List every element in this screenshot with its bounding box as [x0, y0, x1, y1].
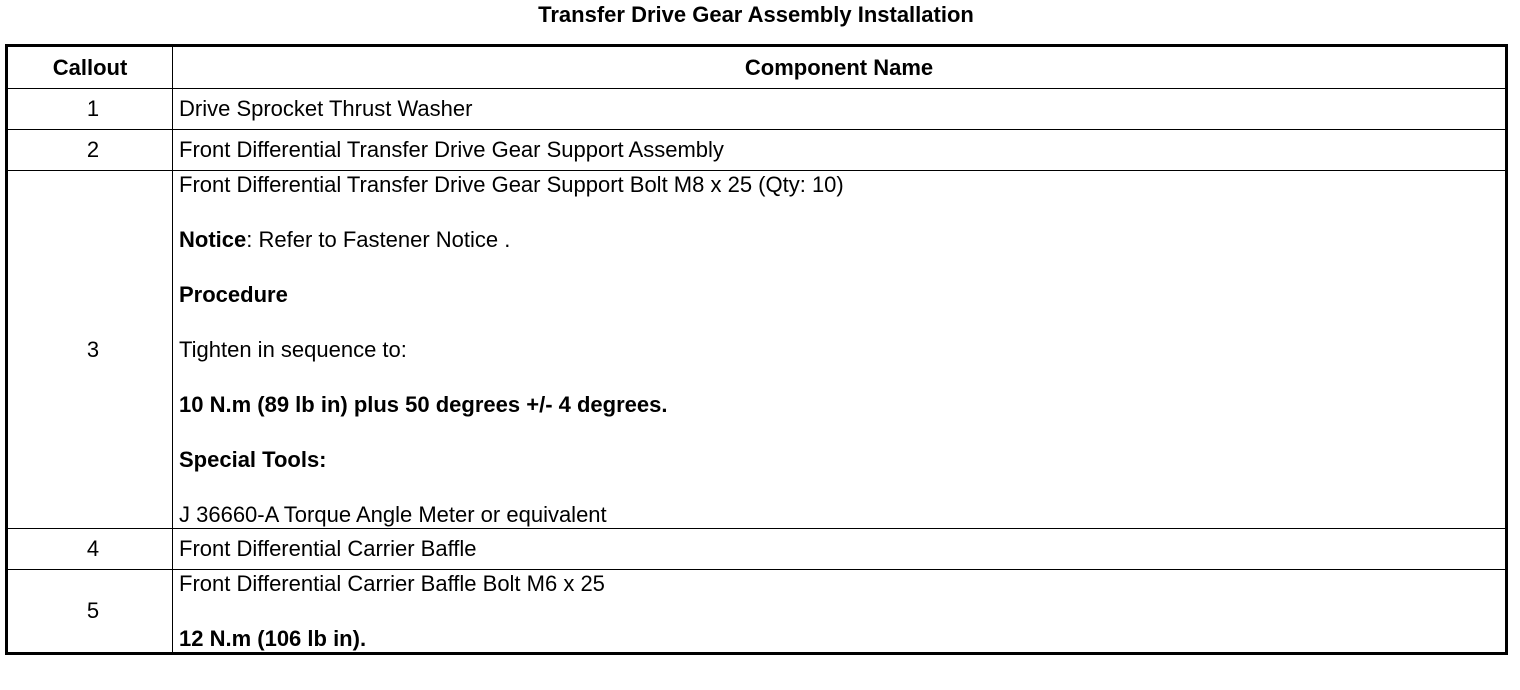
callout-cell: 5 — [7, 570, 173, 654]
table-row — [7, 130, 1507, 171]
table-row — [7, 89, 1507, 130]
procedure-heading: Procedure — [179, 282, 288, 307]
component-detail-cell — [173, 570, 1507, 654]
component-name: Front Differential Transfer Drive Gear Support Bolt M8 x 25 (Qty: 10) — [179, 172, 844, 197]
table-row — [7, 529, 1507, 570]
table-row — [7, 171, 1507, 529]
component-name-cell: Drive Sprocket Thrust Washer — [173, 89, 1507, 130]
torque-spec: 12 N.m (106 lb in). — [179, 626, 367, 651]
component-table — [5, 44, 1508, 655]
component-detail-cell — [173, 171, 1507, 529]
header-callout: Callout — [7, 46, 173, 89]
special-tools-text: J 36660-A Torque Angle Meter or equivalent — [179, 502, 607, 527]
torque-spec: 10 N.m (89 lb in) plus 50 degrees +/- 4 degrees. — [179, 392, 668, 417]
special-tools-heading: Special Tools: — [179, 447, 327, 472]
notice-label: Notice — [179, 227, 247, 252]
notice-text: : Refer to Fastener Notice . — [246, 227, 511, 252]
component-name-cell: Front Differential Carrier Baffle — [173, 529, 1507, 570]
callout-cell: 2 — [7, 130, 173, 171]
notice-line — [179, 226, 1505, 253]
component-name: Front Differential Carrier Baffle Bolt M6 x 25 — [179, 571, 605, 596]
table-row — [7, 570, 1507, 654]
callout-cell: 1 — [7, 89, 173, 130]
component-name-cell: Front Differential Transfer Drive Gear Support Assembly — [173, 130, 1507, 171]
table-header-row — [7, 46, 1507, 89]
header-component-name: Component Name — [173, 46, 1507, 89]
procedure-text: Tighten in sequence to: — [179, 337, 407, 362]
callout-cell: 4 — [7, 529, 173, 570]
callout-cell: 3 — [7, 171, 173, 529]
document-title: Transfer Drive Gear Assembly Installation — [538, 2, 974, 27]
